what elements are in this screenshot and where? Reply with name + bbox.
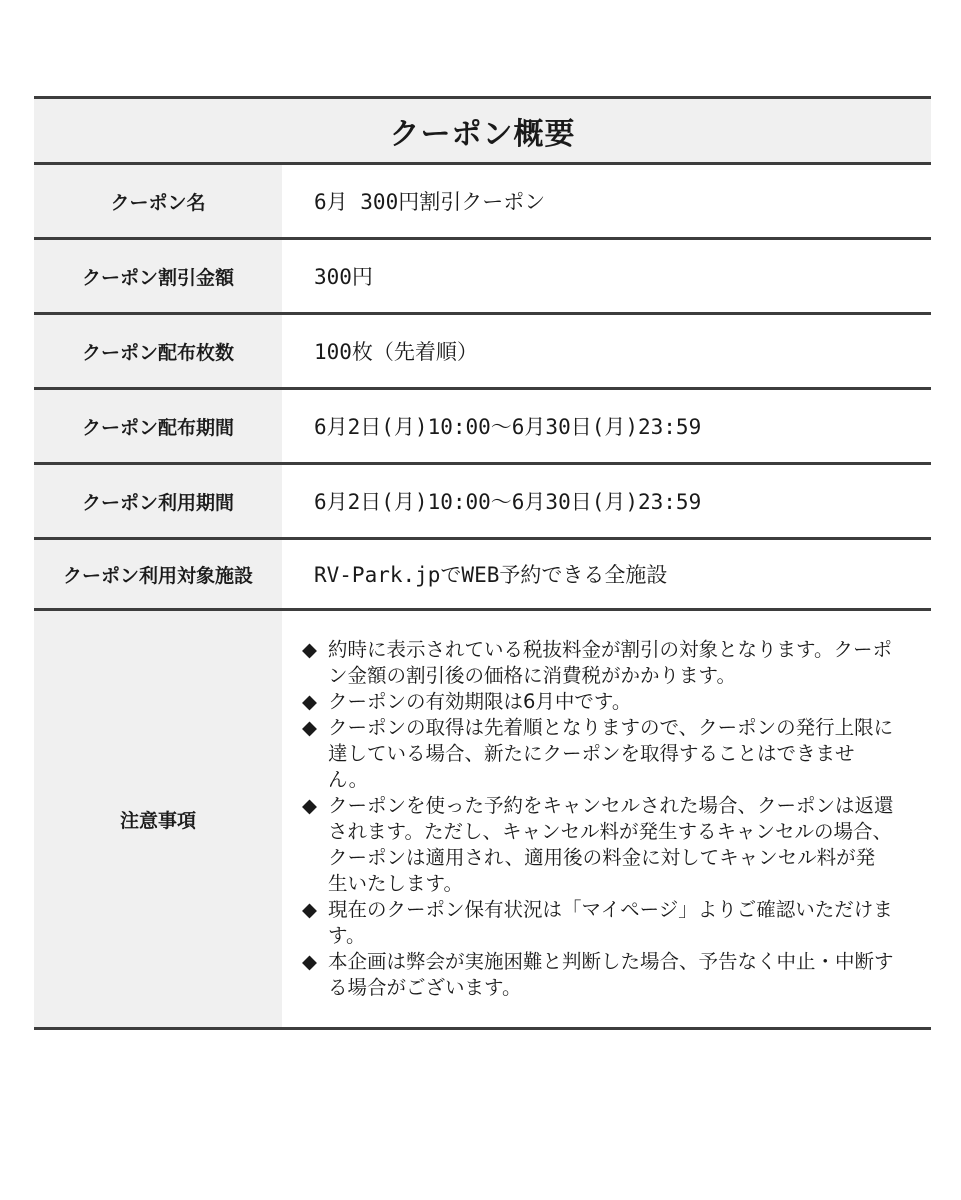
table-title: クーポン概要: [34, 99, 931, 165]
notes-content: [282, 611, 931, 1027]
row-distribution-count: [34, 315, 931, 390]
note-item: ◆ クーポンの有効期限は6月中です。: [302, 689, 894, 715]
row-label: クーポン利用期間: [34, 465, 282, 537]
row-value: 6月2日(月)10:00～6月30日(月)23:59: [314, 415, 702, 439]
row-value: 6月2日(月)10:00～6月30日(月)23:59: [314, 490, 702, 514]
notes-label: 注意事項: [34, 611, 282, 1027]
row-usage-period: [34, 465, 931, 540]
row-label: クーポン配布期間: [34, 390, 282, 462]
row-notes: [34, 611, 931, 1030]
row-label: クーポン割引金額: [34, 240, 282, 312]
note-item: ◆ クーポンの取得は先着順となりますので、クーポンの発行上限に達している場合、新たにクーポンを取得することはできません。: [302, 715, 894, 793]
row-value: 6月 300円割引クーポン: [314, 190, 546, 214]
note-item: ◆ 本企画は弊会が実施困難と判断した場合、予告なく中止・中断する場合がございます。: [302, 949, 894, 1001]
row-coupon-name: [34, 165, 931, 240]
row-label: クーポン利用対象施設: [34, 540, 282, 608]
row-eligible-facilities: [34, 540, 931, 611]
note-item: ◆ 約時に表示されている税抜料金が割引の対象となります。クーポン金額の割引後の価格に消費税がかかります。: [302, 637, 894, 689]
row-value: 100枚（先着順）: [314, 340, 478, 364]
row-label: クーポン配布枚数: [34, 315, 282, 387]
coupon-summary-table: [34, 96, 931, 1030]
row-distribution-period: [34, 390, 931, 465]
note-item: ◆ 現在のクーポン保有状況は「マイページ」よりご確認いただけます。: [302, 897, 894, 949]
row-label: クーポン名: [34, 165, 282, 237]
notes-list: [302, 637, 894, 1001]
row-value: 300円: [314, 265, 373, 289]
row-discount-amount: [34, 240, 931, 315]
note-item: ◆ クーポンを使った予約をキャンセルされた場合、クーポンは返還されます。ただし、キャンセル料が発生するキャンセルの場合、クーポンは適用され、適用後の料金に対してキャンセル料が発生いたします。: [302, 793, 894, 897]
row-value: RV-Park.jpでWEB予約できる全施設: [314, 563, 668, 587]
